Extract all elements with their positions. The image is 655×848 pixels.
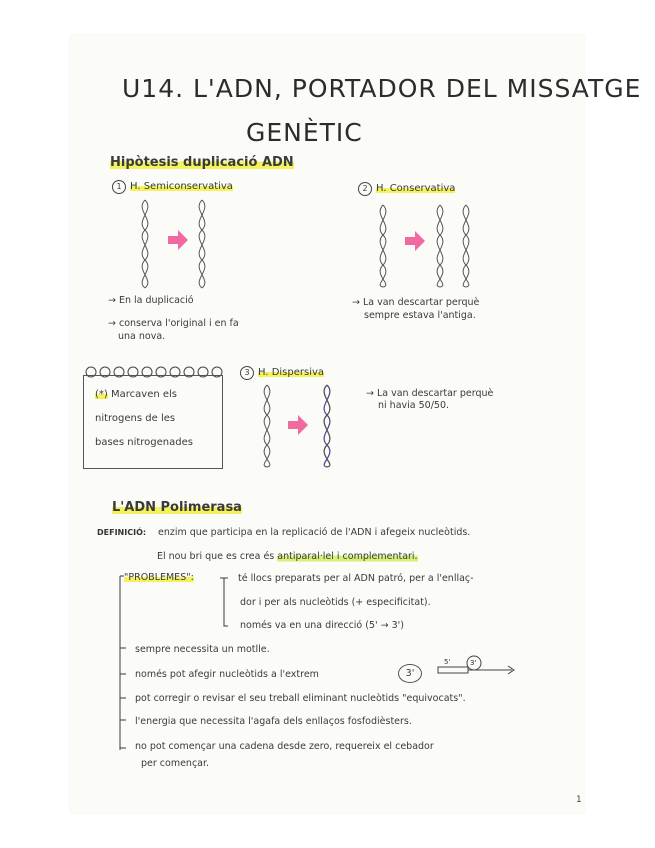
page-number: 1 [576,795,582,805]
bullet-3: pot corregir o revisar el seu treball eliminant nucleòtids "equivocats". [135,693,466,704]
hypothesis-3-name: H. Dispersiva [258,367,325,378]
extreme-label: 3' [398,664,422,683]
page-title-line2: GENÈTIC [246,118,363,147]
hypothesis-1-label [112,180,233,194]
problems-label: "PROBLEMES": [124,572,194,583]
dna-helix-original [380,205,386,287]
conservative-diagram [378,205,478,290]
page-title-line1: U14. L'ADN, PORTADOR DEL MISSATGE [122,74,642,103]
bullet-2: només pot afegir nucleòtids a l'extrem [135,669,319,680]
hypothesis-2-note-2: sempre estava l'antiga. [364,310,476,321]
pink-arrow-icon [288,415,308,435]
bullet-5: no pot començar una cadena desde zero, requereix el cebador [135,741,434,752]
problem-2: dor i per als nucleòtids (+ especificitat). [240,597,431,608]
dna-helix-original [264,385,270,467]
definition-line-1: enzim que participa en la replicació de l'ADN i afegeix nucleòtids. [158,527,471,538]
dna-helix-original [142,200,148,288]
note-line-1 [95,389,177,400]
dna-helix-copies [437,205,469,287]
hypothesis-2-note-1: → La van descartar perquè [352,297,480,308]
hypothesis-1-note-2: → conserva l'original i en fa [108,318,239,329]
hypothesis-3-note-1: → La van descartar perquè [366,388,494,399]
definition-label: DEFINICIÓ: [97,528,147,537]
strand-label-5: 5' [444,658,451,666]
hypothesis-2-name: H. Conservativa [376,183,456,194]
note-line-2: nitrogens de les [95,413,176,424]
definition-highlight: antiparal·lel i complementari. [277,551,418,562]
dispersive-diagram [262,385,342,470]
note-text-1: Marcaven els [111,389,178,400]
hypothesis-1-note-3: una nova. [118,331,166,342]
definition-line-2 [157,551,418,562]
hypothesis-3-note-2: ni havia 50/50. [378,400,450,411]
bracket-lines [112,570,252,760]
hypothesis-2-label [358,182,455,196]
dna-helix-copies [199,200,205,288]
problem-3: només va en una direcció (5' → 3') [240,620,404,631]
section-heading-polymerase: L'ADN Polimerasa [112,500,242,515]
hypothesis-3-number: 3 [240,366,254,380]
hypothesis-3-label [240,366,324,380]
bullet-4: l'energia que necessita l'agafa dels enllaços fosfodièsters. [135,716,412,727]
note-mark: (*) [95,389,108,400]
bullet-1: sempre necessita un motlle. [135,644,270,655]
hypothesis-1-note-1: → En la duplicació [108,295,194,306]
hypothesis-2-number: 2 [358,182,372,196]
dna-helix-mixed [324,385,330,467]
section-heading-duplication: Hipòtesis duplicació ADN [110,155,294,170]
semiconservative-diagram [140,200,220,290]
strand-label-3: 3' [470,659,477,667]
problem-1: té llocs preparats per al ADN patró, per a l'enllaç- [238,573,474,584]
note-line-3: bases nitrogenades [95,437,193,448]
bullet-5-continuation: per començar. [141,758,210,769]
pink-arrow-icon [168,230,188,250]
pink-arrow-icon [405,231,425,251]
definition-line-2-text: El nou bri que es crea és [157,551,275,562]
hypothesis-1-name: H. Semiconservativa [130,181,233,192]
hypothesis-1-number: 1 [112,180,126,194]
